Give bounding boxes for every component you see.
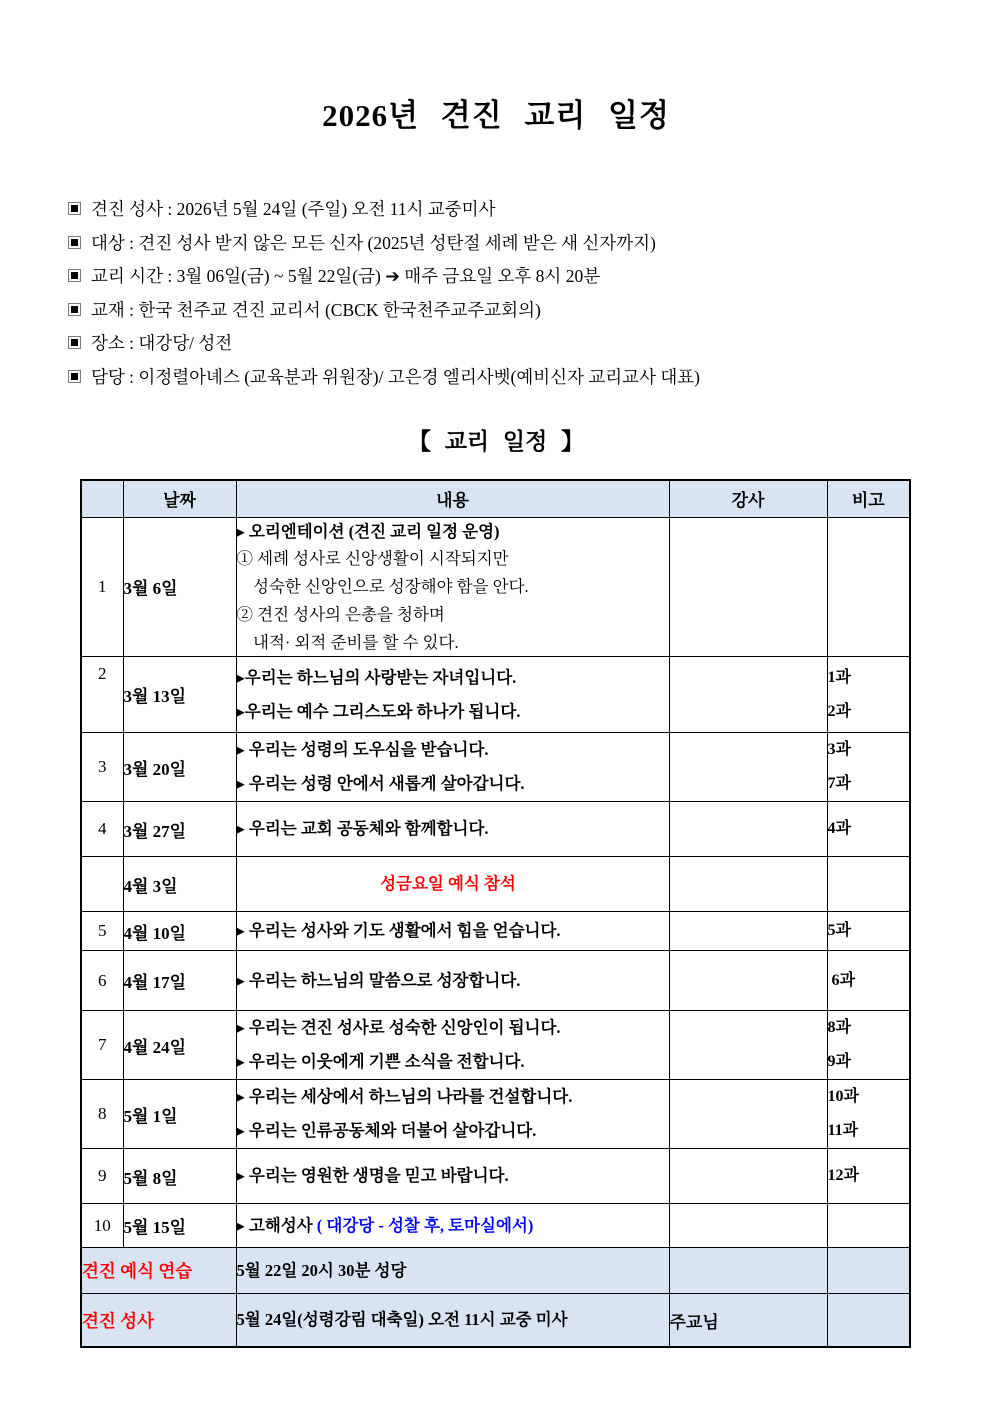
lecturer-cell <box>669 802 827 857</box>
content-cell <box>236 1149 669 1204</box>
date-cell: 4월 17일 <box>123 951 236 1011</box>
section-heading: 【 교리 일정 】 <box>407 429 585 454</box>
header-cell-content: 내용 <box>236 480 669 517</box>
table-row <box>81 802 910 857</box>
date-cell: 4월 10일 <box>123 912 236 951</box>
content-cell <box>236 912 669 951</box>
row-number-cell <box>81 857 123 912</box>
square-bullet-icon <box>68 370 81 383</box>
table-row <box>81 857 910 912</box>
content-line <box>237 695 669 729</box>
content-text: ▸ 우리는 영원한 생명을 믿고 바랍니다. <box>236 1166 509 1186</box>
content-cell <box>236 1080 669 1149</box>
lecturer-cell <box>669 857 827 912</box>
header-cell-lecturer: 강사 <box>669 480 827 517</box>
content-text: 성금요일 예식 참석 <box>380 874 516 894</box>
row-number-cell: 4 <box>81 802 123 857</box>
table-row <box>81 912 910 951</box>
note-cell <box>827 912 910 951</box>
table-header-row <box>81 480 910 517</box>
footer-label-cell: 견진 성사 <box>81 1294 236 1347</box>
lecturer-cell <box>669 1248 827 1294</box>
content-cell <box>236 857 669 912</box>
content-text: 성숙한 신앙인으로 성장해야 함을 안다. <box>236 577 529 597</box>
content-text: ▸ 우리는 인류공동체와 더불어 살아갑니다. <box>236 1121 537 1141</box>
note-cell <box>827 517 910 657</box>
note-line: 7과 <box>827 775 851 793</box>
content-line <box>237 767 669 801</box>
content-text: 5월 22일 20시 30분 성당 <box>236 1260 407 1280</box>
date-cell: 4월 24일 <box>123 1011 236 1080</box>
content-text: ▸ 우리는 이웃에게 기쁜 소식을 전합니다. <box>236 1052 525 1072</box>
info-item-time <box>68 259 992 293</box>
note-cell <box>827 857 910 912</box>
content-line <box>237 573 669 601</box>
content-line <box>237 629 669 657</box>
content-line <box>237 1303 669 1337</box>
content-text: ▸ 우리는 세상에서 하느님의 나라를 건설합니다. <box>236 1087 573 1107</box>
schedule-table-body <box>81 517 910 1347</box>
note-line: 1과 <box>827 668 851 686</box>
content-line <box>237 1080 669 1114</box>
header-cell-date: 날짜 <box>123 480 236 517</box>
info-list <box>68 192 992 393</box>
row-number-cell: 2 <box>81 657 123 733</box>
info-item-text: 교재 : 한국 천주교 견진 교리서 (CBCK 한국천주교주교회의) <box>91 299 541 320</box>
table-row <box>81 951 910 1011</box>
schedule-table <box>80 479 911 1348</box>
content-cell <box>236 517 669 657</box>
note-cell <box>827 733 910 802</box>
note-line: 9과 <box>827 1053 851 1071</box>
info-item-sacrament <box>68 192 992 226</box>
footer-label-cell: 견진 예식 연습 <box>81 1248 236 1294</box>
table-row <box>81 1011 910 1080</box>
content-line <box>237 812 669 846</box>
content-text: ② 견진 성사의 은총을 청하며 <box>236 604 445 624</box>
content-line <box>237 1159 669 1193</box>
date-cell: 3월 13일 <box>123 657 236 733</box>
content-line <box>237 1114 669 1148</box>
lecturer-cell <box>669 1011 827 1080</box>
content-text: ▸ 우리는 성사와 기도 생활에서 힘을 얻습니다. <box>236 921 561 941</box>
info-item-text: 담당 : 이정렬아녜스 (교육분과 위원장)/ 고은경 엘리사벳(예비신자 교리교사 대표) <box>91 366 700 387</box>
content-text: ▸ 고해성사 <box>236 1215 317 1235</box>
date-cell: 3월 20일 <box>123 733 236 802</box>
note-cell <box>827 951 910 1011</box>
lecturer-cell <box>669 1149 827 1204</box>
info-item-staff <box>68 360 992 394</box>
date-cell: 3월 27일 <box>123 802 236 857</box>
content-text: ▸우리는 예수 그리스도와 하나가 됩니다. <box>236 701 521 721</box>
content-text: ▸우리는 하느님의 사랑받는 자녀입니다. <box>236 667 517 687</box>
note-line: 12과 <box>827 1167 859 1185</box>
lecturer-cell <box>669 912 827 951</box>
content-cell <box>236 802 669 857</box>
content-text: ▸ 우리는 성령 안에서 새롭게 살아갑니다. <box>236 774 525 794</box>
content-cell <box>236 1011 669 1080</box>
content-line <box>237 545 669 573</box>
note-line: 4과 <box>827 820 851 838</box>
info-item-text: 장소 : 대강당/ 성전 <box>91 333 233 354</box>
note-line: 10과 <box>827 1088 859 1106</box>
content-cell <box>236 1248 669 1294</box>
row-number-cell: 7 <box>81 1011 123 1080</box>
note-cell <box>827 1248 910 1294</box>
content-cell <box>236 657 669 733</box>
content-line <box>237 518 669 546</box>
info-item-text: 견진 성사 : 2026년 5월 24일 (주일) 오전 11시 교중미사 <box>91 199 496 220</box>
date-cell: 4월 3일 <box>123 857 236 912</box>
square-bullet-icon <box>68 336 81 349</box>
square-bullet-icon <box>68 303 81 316</box>
table-row <box>81 1204 910 1248</box>
table-row <box>81 657 910 733</box>
content-text: ① 세례 성사로 신앙생활이 시작되지만 <box>236 549 509 569</box>
table-row <box>81 1248 910 1294</box>
square-bullet-icon <box>68 269 81 282</box>
info-item-text: 교리 시간 : 3월 06일(금) ~ 5월 22일(금) ➔ 매주 금요일 오후 8시 20분 <box>91 266 601 287</box>
content-text: ▸ 우리는 교회 공동체와 함께합니다. <box>236 819 489 839</box>
info-item-place <box>68 326 992 360</box>
date-cell: 3월 6일 <box>123 517 236 657</box>
lecturer-cell <box>669 1204 827 1248</box>
header-cell-index <box>81 480 123 517</box>
content-line <box>237 914 669 948</box>
note-line: 6과 <box>827 971 855 989</box>
page-title: 2026년 견진 교리 일정 <box>322 98 670 133</box>
content-cell <box>236 1204 669 1248</box>
row-number-cell: 10 <box>81 1204 123 1248</box>
info-item-text: 대상 : 견진 성사 받지 않은 모든 신자 (2025년 성탄절 세례 받은 새 신자까지) <box>91 232 656 253</box>
content-text: ▸ 오리엔테이션 (견진 교리 일정 운영) <box>236 521 500 541</box>
table-row <box>81 1149 910 1204</box>
note-cell <box>827 1294 910 1347</box>
content-cell <box>236 1294 669 1347</box>
lecturer-cell: 주교님 <box>669 1294 827 1347</box>
note-line: 8과 <box>827 1019 851 1037</box>
content-cell <box>236 951 669 1011</box>
content-text: ▸ 우리는 하느님의 말씀으로 성장합니다. <box>236 970 521 990</box>
table-row <box>81 1080 910 1149</box>
content-line <box>237 733 669 767</box>
content-line <box>237 1011 669 1045</box>
info-item-target <box>68 226 992 260</box>
note-cell <box>827 802 910 857</box>
header-cell-note: 비고 <box>827 480 910 517</box>
lecturer-cell <box>669 1080 827 1149</box>
note-cell <box>827 1204 910 1248</box>
square-bullet-icon <box>68 236 81 249</box>
content-line <box>237 661 669 695</box>
content-line <box>237 964 669 998</box>
row-number-cell: 1 <box>81 517 123 657</box>
content-text: ( 대강당 - 성찰 후, 토마실에서) <box>316 1215 534 1235</box>
content-line <box>237 1254 669 1288</box>
date-cell: 5월 1일 <box>123 1080 236 1149</box>
content-text: 내적· 외적 준비를 할 수 있다. <box>236 632 459 652</box>
content-text: ▸ 우리는 견진 성사로 성숙한 신앙인이 됩니다. <box>236 1018 561 1038</box>
note-line: 2과 <box>827 702 851 720</box>
row-number-cell: 6 <box>81 951 123 1011</box>
lecturer-cell <box>669 733 827 802</box>
lecturer-cell <box>669 657 827 733</box>
content-line <box>237 867 669 901</box>
row-number-cell: 5 <box>81 912 123 951</box>
square-bullet-icon <box>68 202 81 215</box>
lecturer-cell <box>669 951 827 1011</box>
content-line <box>237 1045 669 1079</box>
lecturer-cell <box>669 517 827 657</box>
date-cell: 5월 15일 <box>123 1204 236 1248</box>
note-line: 5과 <box>827 922 851 940</box>
note-cell <box>827 1080 910 1149</box>
note-cell <box>827 1011 910 1080</box>
content-text: ▸ 우리는 성령의 도우심을 받습니다. <box>236 740 489 760</box>
table-row <box>81 733 910 802</box>
table-row <box>81 517 910 657</box>
note-line: 11과 <box>827 1122 859 1140</box>
note-cell <box>827 1149 910 1204</box>
content-line <box>237 1209 669 1243</box>
row-number-cell: 3 <box>81 733 123 802</box>
content-cell <box>236 733 669 802</box>
note-cell <box>827 657 910 733</box>
content-line <box>237 601 669 629</box>
note-line: 3과 <box>827 741 851 759</box>
info-item-textbook <box>68 293 992 327</box>
table-row <box>81 1294 910 1347</box>
row-number-cell: 8 <box>81 1080 123 1149</box>
date-cell: 5월 8일 <box>123 1149 236 1204</box>
row-number-cell: 9 <box>81 1149 123 1204</box>
content-text: 5월 24일(성령강림 대축일) 오전 11시 교중 미사 <box>236 1310 568 1330</box>
